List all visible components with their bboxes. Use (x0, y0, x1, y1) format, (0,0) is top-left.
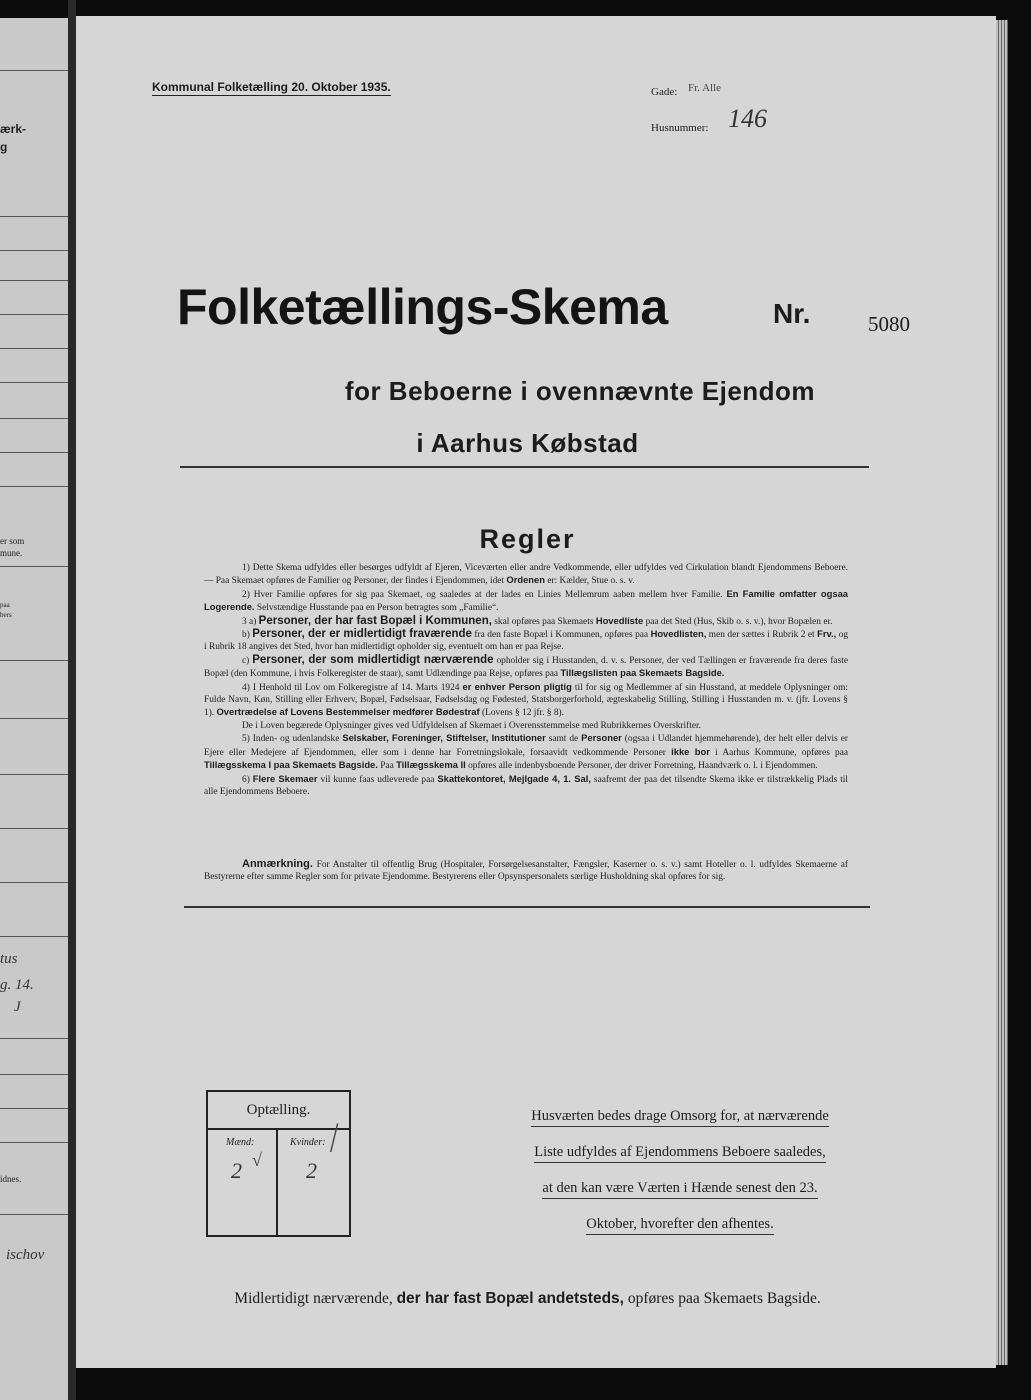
rule-1: 1) Dette Skema udfyldes eller besørges udfyldt af Ejeren, Viceværten eller andre Vedkommende, eller udfyldes ved Cirkulation blandt Ejendommens Beboere. — Paa Skemaet opføres de Familier og Personer, der findes i Ejendommen, idet Ordenen er: Kælder, Stue o. s. v. (204, 563, 848, 587)
fragment-text: idnes. (0, 1174, 22, 1184)
anmaerkning-text: For Anstalter til offentlig Brug (Hospitaler, Forsørgelsesanstalter, Fængsler, Kaserner o. s. v.) samt Hoteller o. l. udfyldes Skemaerne af Bestyrerne efter samme Regler som for private Ejendomme. Bestyrerens eller Opsynspersonalets særlige Husholdning skal opføres for sig. (204, 860, 849, 883)
rule (0, 418, 70, 419)
rule (0, 250, 70, 251)
form-number-label: Nr. (773, 298, 811, 329)
rule (0, 1142, 70, 1143)
fragment-text: mune. (0, 548, 23, 558)
notice-line: Liste udfyldes af Ejendommens Beboere saaledes, (534, 1143, 826, 1163)
rule (0, 828, 70, 829)
form-number: 5080 (868, 312, 910, 336)
husnummer-value: 146 (728, 104, 767, 133)
rule-3c: c) Personer, der som midlertidigt nærværende opholder sig i Husstanden, d. v. s. Personer, der ved Tællingen er fraværende fra deres faste Bopæl (den Kommune, i hvis Folkeregister de staar), samt Udlændinge paa Rejse, opføres paa Tillægslisten paa Skemaets Bagside. (204, 653, 849, 680)
rule (0, 774, 70, 775)
rule-6: 6) Flere Skemaer vil kunne faas udleverede paa Skattekontoret, Mejlgade 4, 1. Sal, saafremt der paa det tilsendte Skema ikke er tilstrækkelig Plads til alle Ejendommens Beboere. (204, 772, 849, 797)
divider (184, 906, 870, 908)
book-gutter (68, 0, 76, 1400)
rules-text (204, 562, 848, 798)
rule (0, 1214, 70, 1215)
men-label: Mænd: (226, 1137, 255, 1148)
form-title: Folketællings-Skema (177, 279, 668, 335)
husnummer-label: Husnummer: (651, 122, 709, 134)
rule-4: 4) I Henhold til Lov om Folkeregistre af 14. Marts 1924 er enhver Person pligtig til for sig og Medlemmer af sin Husstand, at meddele Oplysninger om: Fulde Navn, Køn, Stilling eller Erhverv, Bopæl, Fødselsaar, Fødselsdag og Fødested, Statsborgerforhold, ægteskabelig Stilling, Stilling i Husstanden m. v. (jfr. Lovens § 1). Overtrædelse af Lovens Bestemmelser medfører Bødestraf (Lovens § 12 jfr. § 8). (204, 680, 849, 719)
rule-3a: 3 a) Personer, der har fast Bopæl i Kommunen, skal opføres paa Skemaets Hovedliste paa det Sted (Hus, Skib o. s. v.), hvor Bopælen er. (242, 614, 833, 627)
anmaerkning-label: Anmærkning. (242, 858, 313, 870)
rules-heading: Regler (479, 524, 576, 554)
rule (0, 882, 70, 883)
divider (276, 1128, 278, 1235)
women-label: Kvinder: (290, 1137, 326, 1148)
rule (0, 280, 70, 281)
rule (0, 660, 70, 661)
rule (0, 486, 70, 487)
handwriting: J (14, 999, 21, 1015)
fragment-text: g (0, 140, 8, 154)
rule-4-note: De i Loven begærede Oplysninger gives ved Udfyldelsen af Skemaet i Overensstemmelse med Rubrikkernes Overskrifter. (242, 720, 701, 731)
notice-line: Oktober, hvorefter den afhentes. (586, 1215, 773, 1235)
rule (0, 718, 70, 719)
rule (0, 1074, 70, 1075)
rule (0, 382, 70, 383)
divider (180, 466, 869, 468)
rule (0, 452, 70, 453)
gade-value: Fr. Alle (688, 82, 722, 94)
gade-label: Gade: (651, 86, 678, 98)
rule (0, 1108, 70, 1109)
census-header: Kommunal Folketælling 20. Oktober 1935. (152, 80, 391, 94)
fragment-text: paa (0, 601, 10, 609)
divider (208, 1128, 349, 1130)
previous-page-edge (0, 18, 70, 1400)
notice-line: Husværten bedes drage Omsorg for, at nærværende (531, 1107, 829, 1127)
notice-line: at den kan være Værten i Hænde senest den 23. (542, 1179, 817, 1199)
rule (0, 1038, 70, 1039)
handwriting: tus (0, 951, 18, 967)
rule (0, 348, 70, 349)
rule (0, 566, 70, 567)
landlord-notice (512, 1098, 848, 1242)
census-form-page (76, 16, 996, 1368)
form-subtitle-city: i Aarhus Købstad (416, 428, 639, 458)
men-count: 2 (231, 1158, 242, 1183)
checkmark-icon: √ (252, 1150, 262, 1170)
rule (0, 314, 70, 315)
checkmark-icon: / (330, 1115, 339, 1162)
rule-3b: b) Personer, der er midlertidigt fraværende fra den faste Bopæl i Kommunen, opføres paa Hovedlisten, men der sættes i Rubrik 2 et Frv., og i Rubrik 18 angives det Sted, hvor han midlertidigt opholder sig, eventuelt om han er paa Rejse. (204, 628, 849, 653)
rule (0, 70, 70, 71)
handwriting: g. 14. (0, 977, 34, 993)
form-subtitle: for Beboerne i ovennævnte Ejendom (344, 376, 816, 406)
rule-5: 5) Inden- og udenlandske Selskaber, Foreninger, Stiftelser, Institutioner samt de Personer (ogsaa i Udlandet hjemmehørende), der helt eller delvis er Ejere eller Medejere af Ejendommen, eller som i denne har Forretningslokale, forsaavidt vedkommende Personer ikke bor i Aarhus Kommune, opføres paa Tillægsskema I paa Skemaets Bagside. Paa Tillægsskema II opføres alle indenbysboende Personer, der driver Forretning, Haandværk o. l. i Ejendommen. (204, 732, 849, 772)
rule (0, 216, 70, 217)
rule-2: 2) Hver Familie opføres for sig paa Skemaet, og saaledes at der lades en Linies Mellemrum aaben mellem hver Familie. En Familie omfatter ogsaa Logerende. Selvstændige Husstande paa en Person betragtes som „Familie“. (204, 587, 849, 614)
rule (0, 936, 70, 937)
handwriting: ischov (6, 1247, 45, 1263)
count-box-title: Optælling. (246, 1102, 311, 1118)
fragment-text: bers (0, 611, 12, 619)
anmaerkning (204, 858, 848, 884)
fragment-text: ærk- (0, 122, 27, 136)
women-count: 2 (306, 1158, 317, 1183)
count-box (206, 1090, 351, 1237)
footer-note: Midlertidigt nærværende, der har fast Bopæl andetsteds, opføres paa Skemaets Bagside. (234, 1290, 821, 1307)
fragment-text: er som (0, 536, 25, 546)
